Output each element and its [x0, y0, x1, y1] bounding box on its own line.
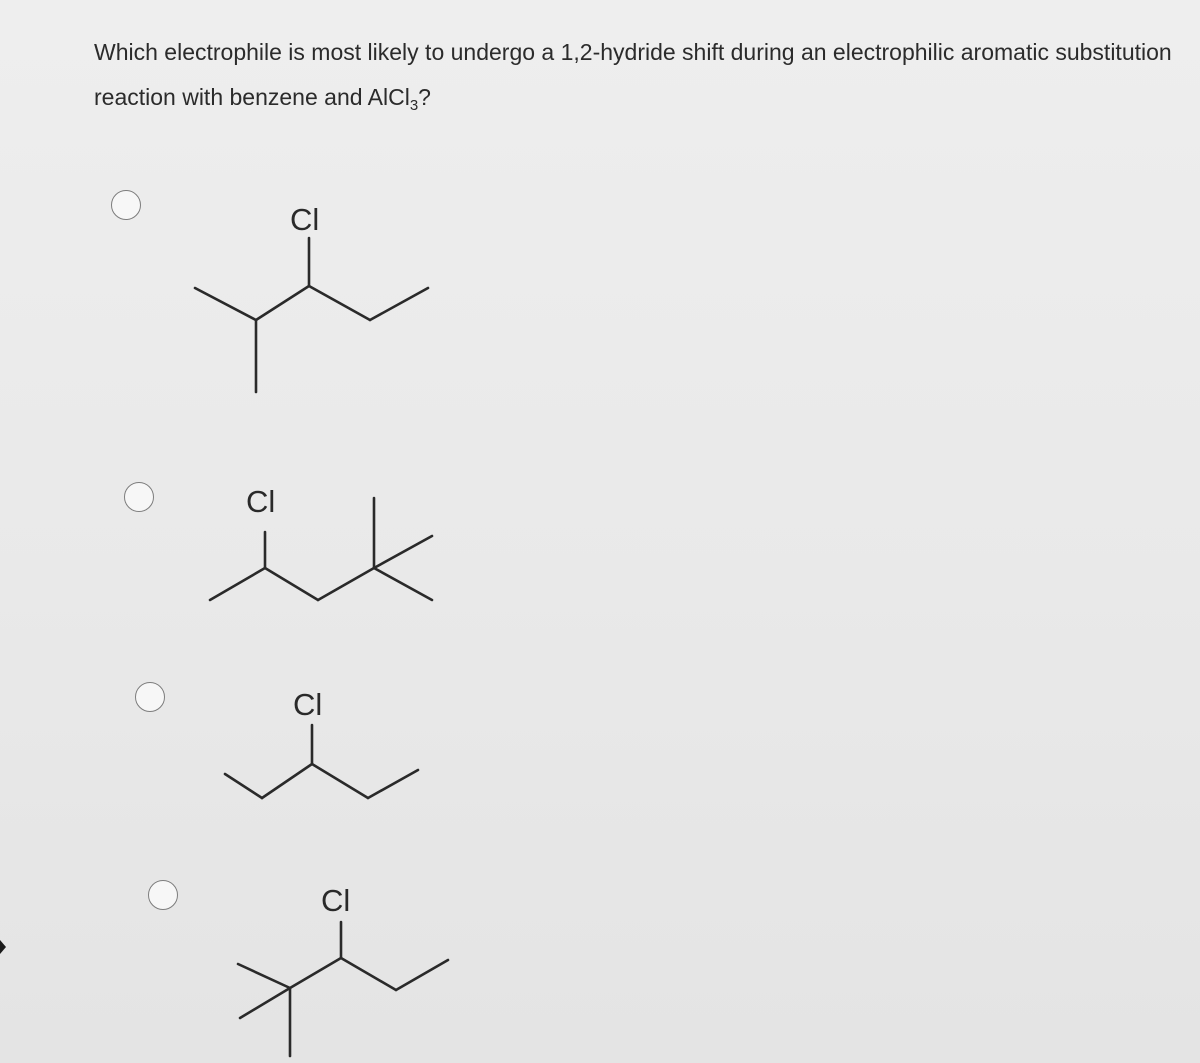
- question-text-end: ?: [418, 84, 431, 110]
- answer-option-1[interactable]: [0, 180, 520, 400]
- bond: [312, 764, 368, 798]
- bond: [309, 286, 370, 320]
- bond: [195, 288, 256, 320]
- bond: [225, 774, 262, 798]
- bond: [341, 958, 396, 990]
- chlorine-label: Cl: [321, 883, 351, 918]
- bond: [262, 764, 312, 798]
- structure-option-3: [0, 670, 520, 810]
- bond: [240, 988, 290, 1018]
- question-text-main: Which electrophile is most likely to undergo a 1,2-hydride shift during an electrophilic aromatic substitution reaction with benzene and AlCl: [94, 39, 1172, 110]
- bond: [396, 960, 448, 990]
- chlorine-label: Cl: [293, 687, 323, 722]
- chlorine-label: Cl: [246, 484, 276, 519]
- bond: [238, 964, 290, 988]
- chlorine-label: Cl: [290, 202, 320, 237]
- answer-option-4[interactable]: [0, 870, 520, 1060]
- structure-option-4: [0, 870, 520, 1060]
- bond: [374, 568, 432, 600]
- question-subscript: 3: [409, 97, 419, 114]
- question-text: [94, 30, 1184, 120]
- bond: [256, 286, 309, 320]
- bond: [368, 770, 418, 798]
- bond: [318, 568, 374, 600]
- bond: [265, 568, 318, 600]
- bond: [210, 568, 265, 600]
- structure-option-2: [0, 470, 520, 620]
- answer-option-2[interactable]: [0, 470, 520, 620]
- bond: [370, 288, 428, 320]
- structure-option-1: [0, 180, 520, 400]
- bond: [290, 958, 341, 988]
- answer-option-3[interactable]: [0, 670, 520, 810]
- bond: [374, 536, 432, 568]
